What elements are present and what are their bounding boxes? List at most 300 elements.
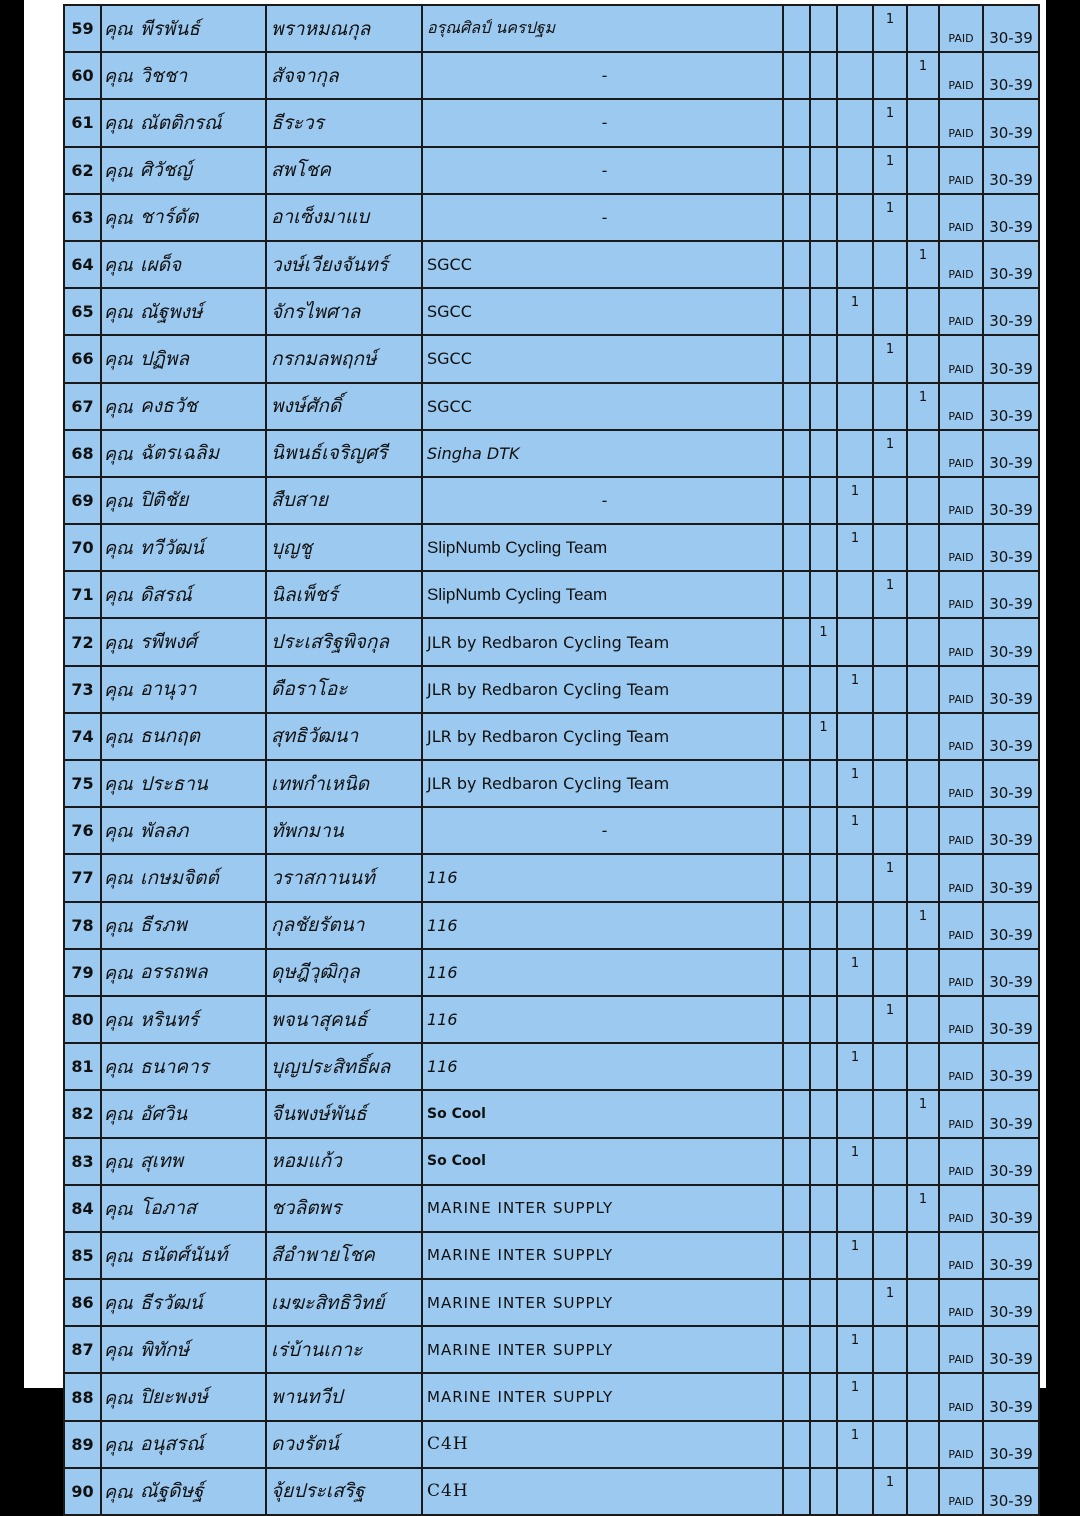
payment-status: PAID [939, 335, 983, 382]
last-name: สืบสาย [266, 477, 422, 524]
last-name: สพโชค [266, 147, 422, 194]
last-name: ดวงรัตน์ [266, 1421, 422, 1468]
age-group: 30-39 [983, 383, 1039, 430]
category-mark-m4: 1 [873, 335, 907, 382]
first-name: หรินทร์ [140, 1008, 199, 1031]
category-mark-m1 [783, 1138, 810, 1185]
first-name: ปิติชัย [140, 489, 189, 512]
category-mark-m3 [837, 996, 873, 1043]
category-mark-m2 [810, 477, 837, 524]
category-mark-m1 [783, 854, 810, 901]
row-number: 90 [64, 1468, 101, 1515]
category-mark-m2 [810, 1421, 837, 1468]
payment-status: PAID [939, 430, 983, 477]
first-name-cell [101, 713, 266, 760]
row-number: 70 [64, 524, 101, 571]
first-name: เผด็จ [140, 253, 182, 276]
row-number: 78 [64, 902, 101, 949]
row-number: 64 [64, 241, 101, 288]
category-mark-m2 [810, 1090, 837, 1137]
first-name: พิทักษ์ [140, 1338, 190, 1361]
age-group: 30-39 [983, 1468, 1039, 1515]
category-mark-m4 [873, 807, 907, 854]
table-row [64, 1326, 1039, 1373]
category-mark-m1 [783, 713, 810, 760]
table-row [64, 1421, 1039, 1468]
category-mark-m3 [837, 99, 873, 146]
category-mark-m3: 1 [837, 949, 873, 996]
honorific: คุณ [104, 632, 133, 654]
first-name-cell [101, 1185, 266, 1232]
first-name-cell [101, 807, 266, 854]
team-name: So Cool [422, 1138, 783, 1185]
payment-status: PAID [939, 524, 983, 571]
category-mark-m1 [783, 1468, 810, 1515]
first-name-cell [101, 477, 266, 524]
category-mark-m5 [907, 949, 939, 996]
last-name: ดุษฎีวุฒิกุล [266, 949, 422, 996]
honorific: คุณ [104, 66, 133, 88]
category-mark-m1 [783, 477, 810, 524]
first-name-cell [101, 666, 266, 713]
row-number: 63 [64, 194, 101, 241]
category-mark-m2 [810, 383, 837, 430]
participant-table [63, 4, 1040, 1516]
category-mark-m5: 1 [907, 52, 939, 99]
category-mark-m3: 1 [837, 1421, 873, 1468]
last-name: กรกมลพฤกษ์ [266, 335, 422, 382]
row-number: 79 [64, 949, 101, 996]
category-mark-m5 [907, 99, 939, 146]
category-mark-m5 [907, 1279, 939, 1326]
category-mark-m3 [837, 854, 873, 901]
category-mark-m4 [873, 713, 907, 760]
category-mark-m2 [810, 854, 837, 901]
category-mark-m2 [810, 1185, 837, 1232]
category-mark-m1 [783, 1043, 810, 1090]
category-mark-m2: 1 [810, 713, 837, 760]
last-name: บุญชู [266, 524, 422, 571]
team-name: SlipNumb Cycling Team [422, 571, 783, 618]
table-row [64, 288, 1039, 335]
table-row [64, 52, 1039, 99]
category-mark-m1 [783, 1090, 810, 1137]
team-name: 116 [422, 1043, 783, 1090]
table-row [64, 430, 1039, 477]
first-name-cell [101, 147, 266, 194]
category-mark-m1 [783, 335, 810, 382]
category-mark-m1 [783, 949, 810, 996]
team-name: MARINE INTER SUPPLY [422, 1326, 783, 1373]
last-name: หอมแก้ว [266, 1138, 422, 1185]
age-group: 30-39 [983, 1138, 1039, 1185]
participant-rows [64, 5, 1039, 1515]
payment-status: PAID [939, 1468, 983, 1515]
table-row [64, 571, 1039, 618]
last-name: พจนาสุคนธ์ [266, 996, 422, 1043]
category-mark-m4 [873, 241, 907, 288]
last-name: สุทธิวัฒนา [266, 713, 422, 760]
first-name-cell [101, 5, 266, 52]
category-mark-m3: 1 [837, 666, 873, 713]
category-mark-m5: 1 [907, 1090, 939, 1137]
team-name: - [422, 477, 783, 524]
age-group: 30-39 [983, 854, 1039, 901]
payment-status: PAID [939, 1043, 983, 1090]
first-name: ประธาน [140, 772, 208, 795]
category-mark-m1 [783, 1421, 810, 1468]
row-number: 87 [64, 1326, 101, 1373]
age-group: 30-39 [983, 902, 1039, 949]
age-group: 30-39 [983, 618, 1039, 665]
row-number: 65 [64, 288, 101, 335]
age-group: 30-39 [983, 1185, 1039, 1232]
category-mark-m1 [783, 1279, 810, 1326]
category-mark-m2 [810, 1468, 837, 1515]
category-mark-m3 [837, 147, 873, 194]
table-row [64, 1185, 1039, 1232]
payment-status: PAID [939, 996, 983, 1043]
category-mark-m1 [783, 902, 810, 949]
first-name: ชาร์ดัต [140, 206, 199, 229]
category-mark-m3 [837, 5, 873, 52]
honorific: คุณ [104, 1245, 133, 1267]
payment-status: PAID [939, 1421, 983, 1468]
age-group: 30-39 [983, 1090, 1039, 1137]
first-name: ปฏิพล [140, 347, 189, 370]
category-mark-m2 [810, 430, 837, 477]
first-name-cell [101, 1043, 266, 1090]
payment-status: PAID [939, 1138, 983, 1185]
category-mark-m2 [810, 949, 837, 996]
category-mark-m1 [783, 1232, 810, 1279]
age-group: 30-39 [983, 1232, 1039, 1279]
category-mark-m1 [783, 524, 810, 571]
first-name-cell [101, 524, 266, 571]
category-mark-m3 [837, 194, 873, 241]
age-group: 30-39 [983, 288, 1039, 335]
team-name: JLR by Redbaron Cycling Team [422, 666, 783, 713]
honorific: คุณ [104, 538, 133, 560]
first-name: พัลลภ [140, 819, 189, 842]
first-name-cell [101, 1421, 266, 1468]
first-name: ธนาคาร [140, 1055, 209, 1078]
row-number: 74 [64, 713, 101, 760]
category-mark-m4: 1 [873, 99, 907, 146]
last-name: เร่บ้านเกาะ [266, 1326, 422, 1373]
first-name-cell [101, 383, 266, 430]
category-mark-m3 [837, 241, 873, 288]
team-name: So Cool [422, 1090, 783, 1137]
first-name: ทวีวัฒน์ [140, 536, 205, 559]
category-mark-m4: 1 [873, 1279, 907, 1326]
category-mark-m3 [837, 713, 873, 760]
category-mark-m2 [810, 99, 837, 146]
category-mark-m5 [907, 1232, 939, 1279]
payment-status: PAID [939, 383, 983, 430]
row-number: 62 [64, 147, 101, 194]
age-group: 30-39 [983, 1373, 1039, 1420]
first-name: ธีรภพ [140, 914, 187, 937]
honorific: คุณ [104, 1010, 133, 1032]
honorific: คุณ [104, 1293, 133, 1315]
category-mark-m4: 1 [873, 571, 907, 618]
row-number: 60 [64, 52, 101, 99]
row-number: 67 [64, 383, 101, 430]
honorific: คุณ [104, 1151, 133, 1173]
payment-status: PAID [939, 477, 983, 524]
first-name-cell [101, 430, 266, 477]
category-mark-m2 [810, 1232, 837, 1279]
category-mark-m1 [783, 99, 810, 146]
last-name: พราหมณกุล [266, 5, 422, 52]
category-mark-m5 [907, 524, 939, 571]
age-group: 30-39 [983, 1279, 1039, 1326]
honorific: คุณ [104, 1057, 133, 1079]
honorific: คุณ [104, 1434, 133, 1456]
row-number: 77 [64, 854, 101, 901]
payment-status: PAID [939, 854, 983, 901]
category-mark-m5: 1 [907, 1185, 939, 1232]
team-name: JLR by Redbaron Cycling Team [422, 760, 783, 807]
honorific: คุณ [104, 774, 133, 796]
team-name: MARINE INTER SUPPLY [422, 1232, 783, 1279]
category-mark-m1 [783, 5, 810, 52]
team-name: C4H [422, 1468, 783, 1515]
payment-status: PAID [939, 618, 983, 665]
category-mark-m4 [873, 383, 907, 430]
row-number: 76 [64, 807, 101, 854]
row-number: 84 [64, 1185, 101, 1232]
category-mark-m1 [783, 760, 810, 807]
first-name: สุเทพ [140, 1150, 184, 1173]
honorific: คุณ [104, 868, 133, 890]
category-mark-m5 [907, 854, 939, 901]
row-number: 59 [64, 5, 101, 52]
payment-status: PAID [939, 1279, 983, 1326]
team-name: 116 [422, 949, 783, 996]
first-name-cell [101, 996, 266, 1043]
table-row [64, 996, 1039, 1043]
category-mark-m4 [873, 618, 907, 665]
row-number: 86 [64, 1279, 101, 1326]
category-mark-m1 [783, 666, 810, 713]
category-mark-m2 [810, 1326, 837, 1373]
first-name-cell [101, 99, 266, 146]
age-group: 30-39 [983, 147, 1039, 194]
team-name: MARINE INTER SUPPLY [422, 1279, 783, 1326]
honorific: คุณ [104, 726, 133, 748]
row-number: 73 [64, 666, 101, 713]
age-group: 30-39 [983, 807, 1039, 854]
category-mark-m4 [873, 1326, 907, 1373]
last-name: เทพกำเหนิด [266, 760, 422, 807]
last-name: สีอำพายโชค [266, 1232, 422, 1279]
category-mark-m4: 1 [873, 147, 907, 194]
category-mark-m4 [873, 524, 907, 571]
category-mark-m3 [837, 571, 873, 618]
first-name-cell [101, 571, 266, 618]
last-name: พานทวีป [266, 1373, 422, 1420]
honorific: คุณ [104, 160, 133, 182]
category-mark-m2 [810, 902, 837, 949]
category-mark-m4 [873, 1185, 907, 1232]
row-number: 89 [64, 1421, 101, 1468]
payment-status: PAID [939, 1090, 983, 1137]
category-mark-m5 [907, 1326, 939, 1373]
team-name: JLR by Redbaron Cycling Team [422, 618, 783, 665]
last-name: ประเสริฐพิจกุล [266, 618, 422, 665]
honorific: คุณ [104, 302, 133, 324]
category-mark-m3 [837, 1185, 873, 1232]
age-group: 30-39 [983, 1326, 1039, 1373]
honorific: คุณ [104, 1481, 133, 1503]
age-group: 30-39 [983, 996, 1039, 1043]
honorific: คุณ [104, 490, 133, 512]
first-name: ศิวัชญ์ [140, 159, 192, 182]
category-mark-m4 [873, 760, 907, 807]
first-name-cell [101, 1373, 266, 1420]
age-group: 30-39 [983, 5, 1039, 52]
category-mark-m1 [783, 618, 810, 665]
payment-status: PAID [939, 1326, 983, 1373]
category-mark-m1 [783, 194, 810, 241]
last-name: เมฆะสิทธิวิทย์ [266, 1279, 422, 1326]
first-name-cell [101, 194, 266, 241]
last-name: จักรไพศาล [266, 288, 422, 335]
table-row [64, 1232, 1039, 1279]
team-name: Singha DTK [422, 430, 783, 477]
first-name: อนุสรณ์ [140, 1433, 204, 1456]
team-name: - [422, 99, 783, 146]
table-row [64, 618, 1039, 665]
payment-status: PAID [939, 1185, 983, 1232]
category-mark-m2 [810, 996, 837, 1043]
age-group: 30-39 [983, 99, 1039, 146]
payment-status: PAID [939, 1373, 983, 1420]
table-row [64, 902, 1039, 949]
team-name: - [422, 194, 783, 241]
team-name: SGCC [422, 288, 783, 335]
category-mark-m5 [907, 1138, 939, 1185]
age-group: 30-39 [983, 52, 1039, 99]
category-mark-m3 [837, 1090, 873, 1137]
first-name: ณัฐพงษ์ [140, 300, 203, 323]
team-name: SGCC [422, 383, 783, 430]
category-mark-m4 [873, 1138, 907, 1185]
category-mark-m5 [907, 1373, 939, 1420]
category-mark-m5 [907, 666, 939, 713]
category-mark-m4: 1 [873, 996, 907, 1043]
payment-status: PAID [939, 949, 983, 996]
category-mark-m1 [783, 430, 810, 477]
team-name: SGCC [422, 335, 783, 382]
row-number: 68 [64, 430, 101, 477]
first-name-cell [101, 760, 266, 807]
team-name: - [422, 147, 783, 194]
category-mark-m2 [810, 1279, 837, 1326]
honorific: คุณ [104, 396, 133, 418]
row-number: 80 [64, 996, 101, 1043]
age-group: 30-39 [983, 1421, 1039, 1468]
category-mark-m1 [783, 52, 810, 99]
first-name: ธนัตศ์นันท์ [140, 1244, 228, 1267]
category-mark-m5: 1 [907, 383, 939, 430]
first-name: ธีรวัฒน์ [140, 1291, 203, 1314]
row-number: 88 [64, 1373, 101, 1420]
category-mark-m1 [783, 241, 810, 288]
last-name: บุญประสิทธิ์ผล [266, 1043, 422, 1090]
category-mark-m2 [810, 1043, 837, 1090]
category-mark-m5 [907, 477, 939, 524]
category-mark-m1 [783, 807, 810, 854]
category-mark-m4 [873, 666, 907, 713]
category-mark-m4 [873, 1090, 907, 1137]
category-mark-m4 [873, 949, 907, 996]
first-name: พีรพันธ์ [140, 17, 200, 40]
payment-status: PAID [939, 194, 983, 241]
table-row [64, 949, 1039, 996]
honorific: คุณ [104, 962, 133, 984]
team-name: SlipNumb Cycling Team [422, 524, 783, 571]
category-mark-m3: 1 [837, 1326, 873, 1373]
category-mark-m2 [810, 1138, 837, 1185]
category-mark-m5: 1 [907, 241, 939, 288]
table-row [64, 1279, 1039, 1326]
first-name-cell [101, 52, 266, 99]
category-mark-m3: 1 [837, 760, 873, 807]
category-mark-m3 [837, 52, 873, 99]
table-row [64, 335, 1039, 382]
category-mark-m5 [907, 571, 939, 618]
first-name: เกษมจิตต์ [140, 866, 219, 889]
category-mark-m4: 1 [873, 854, 907, 901]
first-name: อัศวิน [140, 1102, 188, 1125]
last-name: สัจจากุล [266, 52, 422, 99]
first-name: ดิสรณ์ [140, 583, 192, 606]
table-row [64, 1043, 1039, 1090]
team-name: 116 [422, 854, 783, 901]
category-mark-m5: 1 [907, 902, 939, 949]
row-number: 69 [64, 477, 101, 524]
row-number: 72 [64, 618, 101, 665]
first-name-cell [101, 854, 266, 901]
age-group: 30-39 [983, 713, 1039, 760]
row-number: 85 [64, 1232, 101, 1279]
first-name: รพีพงศ์ [140, 631, 197, 654]
category-mark-m3 [837, 902, 873, 949]
honorific: คุณ [104, 207, 133, 229]
row-number: 81 [64, 1043, 101, 1090]
first-name: ฉัตรเฉลิม [140, 442, 220, 465]
team-name: 116 [422, 902, 783, 949]
age-group: 30-39 [983, 760, 1039, 807]
last-name: อาเซ็งมาแบ [266, 194, 422, 241]
category-mark-m4: 1 [873, 194, 907, 241]
table-row [64, 99, 1039, 146]
last-name: กุลชัยรัตนา [266, 902, 422, 949]
category-mark-m4 [873, 1373, 907, 1420]
table-row [64, 713, 1039, 760]
last-name: นิพนธ์เจริญศรี [266, 430, 422, 477]
category-mark-m5 [907, 618, 939, 665]
category-mark-m4 [873, 477, 907, 524]
first-name-cell [101, 288, 266, 335]
team-name: - [422, 807, 783, 854]
category-mark-m1 [783, 1185, 810, 1232]
table-row [64, 5, 1039, 52]
table-row [64, 147, 1039, 194]
